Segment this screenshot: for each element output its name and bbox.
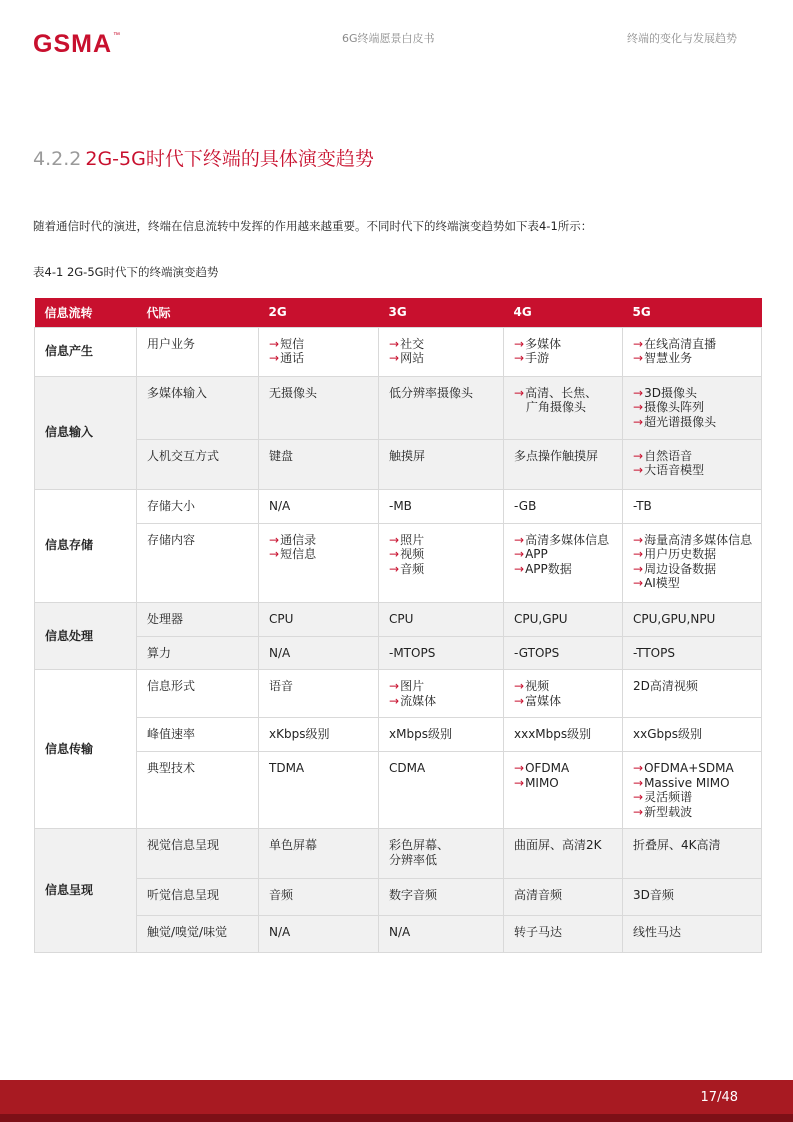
list-item	[633, 790, 751, 805]
table-row	[35, 670, 762, 718]
value-cell	[623, 670, 762, 718]
list-item	[389, 838, 493, 853]
item-text: CPU,GPU	[514, 611, 568, 626]
category-cell: 信息产生	[35, 327, 137, 376]
arrow-right-icon: →	[514, 679, 525, 693]
arrow-right-icon: →	[389, 547, 400, 561]
section-heading	[33, 144, 374, 171]
value-cell	[379, 376, 504, 439]
value-cell	[504, 829, 623, 879]
value-cell	[259, 829, 379, 879]
item-text: 智慧业务	[644, 351, 693, 365]
value-cell	[623, 523, 762, 602]
chapter-title: 终端的变化与发展趋势	[627, 32, 737, 45]
list-item	[633, 463, 751, 478]
item-text: 新型载波	[644, 804, 693, 819]
list-item	[389, 925, 493, 940]
item-text: APP数据	[525, 561, 572, 576]
list-item	[269, 337, 368, 352]
item-text: 在线高清直播	[644, 336, 717, 351]
list-item	[269, 499, 368, 514]
arrow-right-icon: →	[514, 532, 525, 547]
list-item	[269, 727, 368, 742]
list-item	[269, 386, 368, 401]
value-cell	[623, 879, 762, 916]
value-cell	[504, 670, 623, 718]
value-cell	[379, 602, 504, 636]
list-item	[633, 776, 751, 791]
arrow-right-icon: →	[269, 336, 280, 351]
arrow-right-icon: →	[514, 693, 525, 708]
item-text: AI模型	[644, 576, 680, 590]
value-cell	[504, 602, 623, 636]
item-text: 通话	[280, 351, 305, 365]
list-item	[633, 499, 751, 514]
list-item	[269, 646, 368, 661]
category-cell: 信息输入	[35, 376, 137, 489]
table-body	[35, 327, 762, 953]
item-text: 用户历史数据	[644, 547, 717, 561]
table-row	[35, 489, 762, 523]
row-label-cell: 人机交互方式	[137, 439, 259, 489]
arrow-right-icon: →	[633, 532, 644, 547]
header-cell: 2G	[259, 298, 379, 327]
list-item	[389, 679, 493, 694]
list-item	[269, 925, 368, 940]
item-text: 分辨率低	[389, 852, 438, 867]
list-item	[633, 449, 751, 464]
list-item	[514, 533, 612, 548]
table-row	[35, 718, 762, 752]
list-item	[389, 547, 493, 562]
section-title: 2G-5G时代下终端的具体演变趋势	[85, 148, 374, 170]
list-item	[514, 679, 612, 694]
item-text: xMbps级别	[389, 727, 452, 741]
header-cell: 代际	[137, 298, 259, 327]
item-text: MIMO	[525, 775, 559, 790]
list-item	[389, 533, 493, 548]
item-text: 音频	[269, 888, 294, 902]
item-text: 数字音频	[389, 888, 438, 902]
item-text: 键盘	[269, 448, 294, 463]
list-item	[269, 679, 368, 694]
list-item	[514, 400, 612, 415]
row-label-cell: 典型技术	[137, 752, 259, 829]
item-text: 自然语音	[644, 448, 693, 463]
header-cell: 4G	[504, 298, 623, 327]
value-cell	[504, 376, 623, 439]
list-item	[269, 612, 368, 627]
value-cell	[504, 879, 623, 916]
table-row	[35, 879, 762, 916]
list-item	[269, 533, 368, 548]
arrow-right-icon: →	[514, 385, 525, 400]
list-item	[269, 888, 368, 903]
arrow-right-icon: →	[633, 804, 644, 819]
item-text: -TB	[633, 498, 652, 513]
table-row	[35, 829, 762, 879]
item-text: 网站	[400, 351, 425, 365]
list-item	[514, 612, 612, 627]
value-cell	[623, 602, 762, 636]
value-cell	[623, 489, 762, 523]
list-item	[514, 646, 612, 661]
arrow-right-icon: →	[389, 693, 400, 708]
category-cell: 信息呈现	[35, 829, 137, 953]
list-item	[633, 925, 751, 940]
logo-tm: ™	[113, 32, 121, 39]
value-cell	[259, 752, 379, 829]
item-text: -MTOPS	[389, 645, 436, 660]
header-cell: 信息流转	[35, 298, 137, 327]
section-number: 4.2.2	[33, 148, 82, 170]
intro-paragraph: 随着通信时代的演进，终端在信息流转中发挥的作用越来越重要。不同时代下的终端演变趋势如下表4-1所示：	[33, 219, 593, 233]
list-item	[633, 838, 751, 853]
row-label-cell: 存储大小	[137, 489, 259, 523]
arrow-right-icon: →	[514, 547, 525, 561]
value-cell	[379, 523, 504, 602]
item-text: 视频	[525, 679, 550, 693]
list-item	[633, 727, 751, 742]
table-row	[35, 752, 762, 829]
item-text: 图片	[400, 679, 425, 693]
document-title: 6G终端愿景白皮书	[342, 32, 435, 45]
arrow-right-icon: →	[633, 561, 644, 576]
list-item	[633, 576, 751, 591]
value-cell	[504, 718, 623, 752]
item-text: xKbps级别	[269, 727, 330, 741]
arrow-right-icon: →	[633, 576, 644, 590]
arrow-right-icon: →	[389, 561, 400, 576]
item-text: 视频	[400, 547, 425, 561]
list-item	[514, 694, 612, 709]
item-text: OFDMA	[525, 761, 570, 775]
value-cell	[504, 489, 623, 523]
item-text: APP	[525, 547, 548, 561]
item-text: 2D高清视频	[633, 679, 698, 693]
item-text: CDMA	[389, 761, 426, 775]
value-cell	[379, 829, 504, 879]
item-text: 摄像头阵列	[644, 400, 705, 414]
table-row	[35, 523, 762, 602]
row-label-cell: 听觉信息呈现	[137, 879, 259, 916]
value-cell	[504, 327, 623, 376]
item-text: 3D音频	[633, 888, 674, 902]
header-cell: 3G	[379, 298, 504, 327]
value-cell	[379, 879, 504, 916]
item-text: 海量高清多媒体信息	[644, 532, 753, 547]
item-text: 富媒体	[525, 693, 562, 708]
footer-strip	[0, 1114, 793, 1122]
list-item	[633, 888, 751, 903]
table-caption: 表4-1 2G-5G时代下的终端演变趋势	[33, 265, 219, 279]
list-item	[514, 449, 612, 464]
list-item	[633, 547, 751, 562]
list-item	[389, 646, 493, 661]
item-text: OFDMA+SDMA	[644, 761, 734, 775]
list-item	[269, 351, 368, 366]
list-item	[514, 337, 612, 352]
value-cell	[379, 718, 504, 752]
value-cell	[504, 523, 623, 602]
row-label-cell: 用户业务	[137, 327, 259, 376]
item-text: 彩色屏幕、	[389, 838, 450, 852]
row-label-cell: 存储内容	[137, 523, 259, 602]
value-cell	[623, 439, 762, 489]
list-item	[389, 694, 493, 709]
table-row	[35, 327, 762, 376]
arrow-right-icon: →	[633, 463, 644, 477]
row-label-cell: 多媒体输入	[137, 376, 259, 439]
logo-text: GSMA	[33, 30, 112, 58]
list-item	[389, 351, 493, 366]
value-cell	[623, 327, 762, 376]
arrow-right-icon: →	[633, 400, 644, 414]
list-item	[389, 499, 493, 514]
arrow-right-icon: →	[389, 351, 400, 365]
list-item	[514, 351, 612, 366]
item-text: Massive MIMO	[644, 775, 730, 790]
item-text: 广角摄像头	[526, 400, 587, 414]
list-item	[269, 761, 368, 776]
item-text: N/A	[269, 645, 291, 660]
value-cell	[379, 636, 504, 670]
list-item	[389, 727, 493, 742]
item-text: 多媒体	[525, 336, 562, 351]
list-item	[389, 612, 493, 627]
item-text: 多点操作触摸屏	[514, 448, 599, 463]
list-item	[514, 776, 612, 791]
item-text: xxxMbps级别	[514, 727, 592, 741]
arrow-right-icon: →	[514, 775, 525, 790]
list-item	[633, 646, 751, 661]
list-item	[633, 415, 751, 430]
value-cell	[379, 489, 504, 523]
arrow-right-icon: →	[633, 761, 644, 775]
list-item	[633, 805, 751, 820]
item-text: 短信息	[280, 547, 317, 561]
arrow-right-icon: →	[514, 351, 525, 365]
list-item	[269, 449, 368, 464]
value-cell	[259, 489, 379, 523]
item-text: 高清音频	[514, 888, 563, 902]
value-cell	[504, 636, 623, 670]
arrow-right-icon: →	[633, 414, 644, 429]
item-text: 转子马达	[514, 925, 563, 939]
list-item	[389, 562, 493, 577]
gsma-logo	[33, 30, 121, 59]
table-row	[35, 376, 762, 439]
list-item	[633, 386, 751, 401]
value-cell	[259, 376, 379, 439]
evolution-table	[34, 298, 762, 953]
value-cell	[504, 916, 623, 953]
list-item	[389, 761, 493, 776]
arrow-right-icon: →	[389, 532, 400, 547]
value-cell	[379, 752, 504, 829]
value-cell	[259, 523, 379, 602]
item-text: 灵活频谱	[644, 790, 693, 804]
item-text: 手游	[525, 351, 550, 365]
item-text: -MB	[389, 498, 412, 513]
value-cell	[259, 602, 379, 636]
table-row	[35, 602, 762, 636]
header-cell: 5G	[623, 298, 762, 327]
value-cell	[623, 718, 762, 752]
row-label-cell: 处理器	[137, 602, 259, 636]
item-text: 触摸屏	[389, 448, 426, 463]
value-cell	[259, 718, 379, 752]
row-label-cell: 信息形式	[137, 670, 259, 718]
list-item	[514, 386, 612, 401]
arrow-right-icon: →	[514, 336, 525, 351]
value-cell	[379, 916, 504, 953]
item-text: 周边设备数据	[644, 561, 717, 576]
item-text: 照片	[400, 532, 425, 547]
value-cell	[259, 636, 379, 670]
arrow-right-icon: →	[389, 336, 400, 351]
item-text: N/A	[269, 925, 291, 939]
row-label-cell: 峰值速率	[137, 718, 259, 752]
item-text: 单色屏幕	[269, 838, 318, 852]
item-text: 高清、长焦、	[525, 385, 598, 400]
list-item	[514, 562, 612, 577]
row-label-cell: 触觉/嗅觉/味觉	[137, 916, 259, 953]
item-text: 曲面屏、高清2K	[514, 838, 602, 852]
value-cell	[623, 636, 762, 670]
value-cell	[504, 752, 623, 829]
item-text: CPU	[389, 611, 414, 626]
list-item	[514, 838, 612, 853]
value-cell	[623, 376, 762, 439]
item-text: CPU	[269, 611, 294, 626]
item-text: 音频	[400, 561, 425, 576]
item-text: -GTOPS	[514, 645, 560, 660]
item-text: 3D摄像头	[644, 385, 697, 400]
item-text: 折叠屏、4K高清	[633, 838, 721, 852]
value-cell	[259, 879, 379, 916]
table-row	[35, 636, 762, 670]
value-cell	[504, 439, 623, 489]
arrow-right-icon: →	[633, 547, 644, 561]
item-text: -TTOPS	[633, 645, 675, 660]
item-text: 流媒体	[400, 693, 437, 708]
arrow-right-icon: →	[269, 532, 280, 547]
list-item	[514, 888, 612, 903]
footer-band	[0, 1080, 793, 1114]
item-text: 低分辨率摄像头	[389, 385, 474, 400]
value-cell	[623, 752, 762, 829]
value-cell	[623, 829, 762, 879]
item-text: xxGbps级别	[633, 727, 702, 741]
arrow-right-icon: →	[514, 561, 525, 576]
list-item	[633, 562, 751, 577]
list-item	[514, 499, 612, 514]
arrow-right-icon: →	[269, 351, 280, 365]
item-text: 社交	[400, 336, 425, 351]
list-item	[389, 449, 493, 464]
list-item	[633, 533, 751, 548]
arrow-right-icon: →	[514, 761, 525, 775]
list-item	[633, 400, 751, 415]
list-item	[269, 547, 368, 562]
item-text: CPU,GPU,NPU	[633, 611, 716, 626]
row-label-cell: 算力	[137, 636, 259, 670]
category-cell: 信息处理	[35, 602, 137, 670]
list-item	[389, 337, 493, 352]
item-text: -GB	[514, 498, 537, 513]
list-item	[389, 888, 493, 903]
list-item	[633, 337, 751, 352]
category-cell: 信息传输	[35, 670, 137, 829]
list-item	[514, 727, 612, 742]
item-text: 高清多媒体信息	[525, 532, 610, 547]
list-item	[633, 612, 751, 627]
item-text: TDMA	[269, 761, 305, 775]
value-cell	[379, 670, 504, 718]
item-text: 超光谱摄像头	[644, 414, 717, 429]
arrow-right-icon: →	[633, 336, 644, 351]
value-cell	[379, 327, 504, 376]
item-text: 通信录	[280, 532, 317, 547]
item-text: 无摄像头	[269, 385, 318, 400]
table-row	[35, 916, 762, 953]
table-header-row	[35, 298, 762, 327]
arrow-right-icon: →	[389, 679, 400, 693]
list-item	[514, 761, 612, 776]
item-text: 语音	[269, 679, 294, 693]
item-text: 短信	[280, 336, 305, 351]
list-item	[269, 838, 368, 853]
value-cell	[259, 916, 379, 953]
category-cell: 信息存储	[35, 489, 137, 602]
value-cell	[259, 327, 379, 376]
value-cell	[379, 439, 504, 489]
page-number: 17/48	[700, 1090, 738, 1105]
row-label-cell: 视觉信息呈现	[137, 829, 259, 879]
item-text: 线性马达	[633, 925, 682, 939]
list-item	[633, 761, 751, 776]
list-item	[389, 853, 493, 868]
item-text: N/A	[389, 925, 411, 939]
arrow-right-icon: →	[633, 385, 644, 400]
list-item	[514, 547, 612, 562]
arrow-right-icon: →	[269, 547, 280, 561]
value-cell	[623, 916, 762, 953]
list-item	[389, 386, 493, 401]
item-text: N/A	[269, 498, 291, 513]
value-cell	[259, 439, 379, 489]
arrow-right-icon: →	[633, 448, 644, 463]
list-item	[514, 925, 612, 940]
item-text: 大语音模型	[644, 463, 705, 477]
value-cell	[259, 670, 379, 718]
list-item	[633, 679, 751, 694]
arrow-right-icon: →	[633, 790, 644, 804]
list-item	[633, 351, 751, 366]
arrow-right-icon: →	[633, 351, 644, 365]
arrow-right-icon: →	[633, 775, 644, 790]
table-row	[35, 439, 762, 489]
